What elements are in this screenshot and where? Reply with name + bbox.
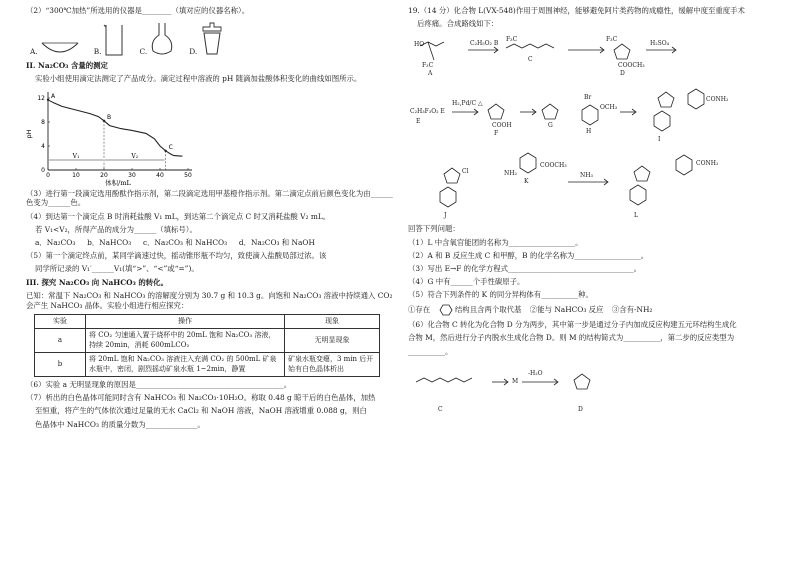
label-h: H [586, 128, 592, 136]
ring-d-bottom [574, 374, 590, 389]
label-j: J [444, 212, 447, 220]
row-b-phen: 矿泉水瓶变瘪，3 min 后开始有白色晶体析出 [285, 353, 380, 377]
frag-conh2-l: CONH₂ [696, 160, 719, 168]
frag-conh2-i: CONH₂ [706, 96, 729, 104]
x-tick-label: 0 [46, 171, 50, 179]
option-c-label: C. [139, 47, 148, 57]
ring-l-pyr [676, 155, 692, 175]
frag-f3c-d: F₃C [606, 36, 618, 44]
r-question-6c: __________。 [408, 346, 453, 356]
r-question-1: （1）L 中含氧官能团的名称为__________________。 [408, 237, 583, 247]
option-d-label: D. [189, 47, 198, 57]
reagent-h2-pd: H₂,Pd/C △ [452, 100, 483, 108]
right-column [408, 6, 780, 416]
flask-icon [149, 21, 175, 57]
option-d[interactable] [189, 21, 225, 57]
bottom-label-h2o: -H₂O [528, 369, 543, 377]
ring-j [444, 168, 460, 183]
y-tick-label: 8 [41, 118, 45, 126]
answer-title: 回答下列问题： [408, 224, 460, 234]
q4-option-d[interactable]: d．Na₂CO₃ 和 NaOH [238, 238, 315, 247]
interval-label: V₁ [72, 152, 80, 160]
section-3-title: III. 探究 Na₂CO₃ 向 NaHCO₃ 的转化。 [26, 277, 168, 287]
experiment-table [34, 314, 380, 377]
label-e: E [416, 118, 421, 126]
frag-f3c-c: F₃C [506, 36, 518, 44]
table-header-row [35, 314, 380, 328]
frag-cooch3-d: COOCH₃ [618, 62, 645, 70]
left-column [26, 6, 398, 433]
question-3: （3）进行第一段滴定选用酚酞作指示剂，第二段滴定选用甲基橙作指示剂。第二滴定点前后颜色变化为由______色变为______色。 [26, 188, 393, 208]
frag-och3-h: OCH₃ [600, 104, 618, 112]
chain-c-bottom [416, 378, 472, 382]
synthesis-route-drawing [408, 32, 780, 224]
r-question-5: （5）符合下列条件的 K 的同分异构体有__________种。 [408, 290, 593, 300]
label-d: D [620, 70, 625, 78]
titration-chart [26, 88, 196, 186]
option-c[interactable] [139, 21, 175, 57]
row-b-op: 将 20mL 饱和 Na₂CO₃ 溶液注入充满 CO₂ 的 500mL 矿泉水瓶中，密闭，剧烈摇动矿泉水瓶 1~2min，静置 [86, 353, 285, 377]
option-b[interactable] [94, 23, 126, 57]
label-g: G [548, 122, 553, 130]
question-4a: （4）到达第一个滴定点 B 时消耗盐酸 V₁ mL，到达第二个滴定点 C 时又消耗盐酸 V₂ mL。 [26, 211, 331, 221]
r-question-3: （3）写出 E→F 的化学方程式__________________________________。 [408, 263, 642, 273]
r-question-2: （2）A 和 B 反应生成 C 和甲醇，B 的化学名称为__________________。 [408, 250, 649, 260]
crucible-icon [199, 21, 225, 57]
ph-curve [48, 99, 182, 155]
question-5a: （5）第一个滴定终点前，某同学滴速过快，摇动锥形瓶不均匀，致使滴入盐酸局部过浓。该 [26, 251, 327, 261]
point-label: A [51, 92, 56, 100]
chain-c [506, 44, 554, 48]
condition-3: ③含有-NH₂ [611, 305, 653, 315]
section-2-title: II. Na₂CO₃ 含量的测定 [26, 61, 108, 71]
row-a-op: 将 CO₂ 匀速通入置于烧杯中的 20mL 饱和 Na₂CO₃ 溶液，持续 20min，消耗 600mLCO₂ [86, 329, 285, 353]
chart-marks [47, 92, 173, 169]
chart-ticks [25, 95, 192, 187]
r-question-4: （4）G 中有______个手性碳原子。 [408, 277, 525, 287]
pyridine-ring-icon [439, 304, 453, 316]
beaker-icon [103, 23, 125, 57]
question-19a: 19.（14 分）化合物 L(VX-548)作用于周围神经，能够避免阿片类药物的成瘾性，缓解中度至重度手术 [408, 6, 745, 15]
label-k: K [524, 178, 529, 186]
frag-nh2-k: NH₂ [504, 170, 517, 178]
question-4b: 若 V₁<V₂，所得产品的成分为______（填标号）。 [35, 224, 197, 234]
label-i: I [658, 136, 661, 144]
row-b-id: b [35, 353, 86, 377]
frag-cl: Cl [462, 168, 469, 176]
x-tick-label: 50 [184, 171, 192, 179]
question-7b: 至恒重，将产生的气体依次通过足量的无水 CaCl₂ 和 NaOH 溶液，NaOH 溶液增重 0.088 g，则白 [35, 406, 367, 416]
reagent-e: C₂H₃F₃O₂ E [410, 108, 445, 116]
y-tick-label: 12 [37, 94, 45, 102]
condition-2: ②能与 NaHCO₃ 反应 [529, 305, 604, 315]
question-2: （2）“300℃加热”所选用的仪器是________（填对应的仪器名称）。 [26, 6, 250, 15]
section-3-intro: 已知：常温下 Na₂CO₃ 和 NaHCO₃ 的溶解度分别为 30.7 g 和 10.3 g。向饱和 Na₂CO₃ 溶液中持续通入 CO₂ 会产生 NaHCO₃ 晶体。实验小组进行相应探究： [26, 290, 393, 310]
condition-1: ①存在 [408, 305, 431, 315]
r-question-6b: 合物 M，然后进行分子内脱水生成化合物 D。则 M 的结构简式为__________，第二步的反应类型为 [408, 333, 735, 343]
x-axis-label: 体积/mL [105, 178, 131, 187]
instrument-options [30, 19, 398, 57]
interval-label: V₂ [131, 152, 139, 160]
option-b-label: B. [93, 47, 102, 57]
table-row [35, 329, 380, 353]
bottom-label-d: D [578, 405, 583, 413]
frag-br: Br [584, 94, 592, 102]
row-a-phen: 无明显现象 [285, 329, 380, 353]
synthesis-route [408, 32, 780, 224]
q4-option-b[interactable]: b．NaHCO₃ [87, 238, 132, 247]
reagent-h2so4: H₂SO₄ [650, 40, 670, 48]
option-a[interactable] [30, 37, 80, 57]
condition-1b: 结构且含两个取代基 [454, 305, 522, 315]
chart-axes [48, 92, 192, 170]
x-tick-label: 20 [100, 171, 108, 179]
ring-i-aryl [654, 111, 670, 131]
table-header-op: 操作 [86, 314, 285, 328]
question-4-options [26, 238, 398, 248]
curve-point [47, 98, 49, 100]
ring-d [614, 44, 630, 59]
ring-h [582, 105, 598, 125]
r-question-6a: （6）化合物 C 转化为化合物 D 分为两步，其中第一步是通过分子内加成反应构建五元环结构生成化 [408, 320, 737, 330]
label-l: L [634, 212, 638, 220]
x-tick-label: 40 [156, 171, 164, 179]
option-a-label: A. [30, 47, 38, 57]
y-axis-label: pH [25, 129, 33, 139]
question-19b: 后疼痛。合成路线如下： [417, 19, 499, 29]
ring-l [634, 166, 650, 181]
q4-option-a[interactable]: a．Na₂CO₃ [35, 238, 76, 247]
y-tick-label: 4 [41, 142, 45, 150]
reagent-b: C₂H₅O₂ B [470, 40, 499, 48]
x-tick-label: 30 [128, 171, 136, 179]
question-6: （6）实验 a 无明显现象的原因是________________________________________。 [26, 380, 292, 390]
ring-j-aryl [440, 187, 456, 207]
q4-option-c[interactable]: c．Na₂CO₃ 和 NaHCO₃ [142, 238, 228, 247]
bottom-label-m: M [512, 377, 519, 385]
point-label: B [107, 113, 112, 121]
evaporating-dish-icon [40, 37, 80, 57]
frag-f3c-a: F₃C [422, 62, 434, 70]
row-a-id: a [35, 329, 86, 353]
x-tick-label: 10 [72, 171, 80, 179]
ring-f [488, 104, 504, 119]
bottom-label-c: C [438, 405, 443, 413]
label-a: A [428, 70, 433, 78]
reagent-nh3: NH₃ [580, 172, 593, 180]
frag-cooch3-k: COOCH₃ [540, 162, 567, 170]
ring-l-aryl [630, 185, 646, 205]
frag-cooh: COOH [492, 122, 512, 130]
ring-i-top [658, 92, 674, 107]
label-f: F [494, 130, 499, 138]
table-header-phen: 现象 [285, 314, 380, 328]
question-7a: （7）析出的白色晶体可能同时含有 NaHCO₃ 和 Na₂CO₃·10H₂O。称取 0.48 g 晾干后的白色晶体，加热 [26, 393, 376, 403]
question-7c: 色晶体中 NaHCO₃ 的质量分数为______________。 [35, 419, 205, 429]
table-header-exp: 实验 [35, 314, 86, 328]
question-5b: 同学所记录的 V₁′______V₁(填“>”、“<”或“=”)。 [35, 264, 199, 274]
point-label: C [168, 143, 173, 151]
section-2-intro: 实验小组使用滴定法测定了产品成分。滴定过程中溶液的 pH 随滴加盐酸体积变化的曲线如图所示。 [35, 74, 362, 84]
label-c: C [528, 56, 533, 64]
ring-i-pyr [688, 89, 704, 109]
bottom-scheme-drawing [408, 360, 780, 416]
conditions [408, 304, 780, 316]
ring-g [542, 104, 558, 119]
bottom-scheme [408, 360, 780, 416]
table-row [35, 353, 380, 377]
y-tick-label: 0 [41, 166, 45, 174]
frag-ho: HO [414, 41, 425, 49]
ring-k [520, 153, 536, 173]
